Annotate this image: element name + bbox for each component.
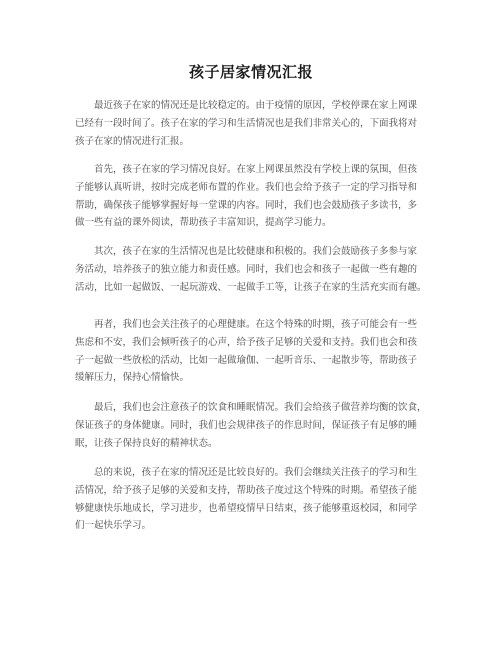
paragraph-line: 活动，比如一起做饭、一起玩游戏、一起做手工等，让孩子在家的生活充实而有趣。 [75,281,427,293]
paragraph-line: 其次，孩子在家的生活情况也是比较健康和积极的。我们会鼓励孩子多参与家 [94,246,418,257]
paragraph-line: 再者，我们也会关注孩子的心理健康。在这个特殊的时期，孩子可能会有一些 [94,319,418,330]
document-title: 孩子居家情况汇报 [188,63,313,81]
paragraph-line: 子一起做一些放松的活动，比如一起做瑜伽、一起听音乐、一起散步等，帮助孩子 [75,354,418,366]
paragraph-line: 们一起快乐学习。 [75,520,152,532]
paragraph-line: 首先，孩子在家的学习情况良好。在家上网课虽然没有学校上课的氛围，但孩 [94,164,418,175]
paragraph-line: 活情况，给予孩子足够的关爱和支持，帮助孩子度过这个特殊的时期。希望孩子能 [75,484,418,496]
paragraph-summary [75,464,435,535]
paragraph-intro [75,97,435,150]
paragraph-diet-sleep [75,399,435,452]
paragraph-line: 最后，我们也会注意孩子的饮食和睡眠情况。我们会给孩子做营养均衡的饮食， [94,402,427,413]
paragraph-line: 做一些有益的课外阅读，帮助孩子丰富知识，提高学习能力。 [75,217,332,229]
paragraph-line: 焦虑和不安，我们会倾听孩子的心声，给予孩子足够的关爱和支持。我们也会和孩 [75,336,418,348]
paragraph-study [75,161,435,232]
paragraph-life [75,243,435,296]
paragraph-line: 够健康快乐地成长，学习进步，也希望疫情早日结束，孩子能够重返校园，和同学 [75,502,418,514]
paragraph-line: 最近孩子在家的情况还是比较稳定的。由于疫情的原因，学校停课在家上网课 [94,100,418,111]
paragraph-line: 缓解压力，保持心情愉快。 [75,372,190,384]
paragraph-line: 眠，让孩子保持良好的精神状态。 [75,437,218,449]
paragraph-line: 孩子在家的情况进行汇报。 [75,135,190,147]
paragraph-line: 已经有一段时间了。孩子在家的学习和生活情况也是我们非常关心的，下面我将对 [75,117,418,129]
paragraph-line: 务活动，培养孩子的独立能力和责任感。同时，我们也会和孩子一起做一些有趣的 [75,263,418,275]
paragraph-mental-health [75,316,435,387]
paragraph-line: 子能够认真听讲，按时完成老师布置的作业。我们也会给予孩子一定的学习指导和 [75,181,418,193]
paragraph-line: 保证孩子的身体健康。同时，我们也会规律孩子的作息时间，保证孩子有足够的睡 [75,419,418,431]
paragraph-line: 帮助，确保孩子能够掌握好每一堂课的内容。同时，我们也会鼓励孩子多读书，多 [75,199,418,211]
paragraph-line: 总的来说，孩子在家的情况还是比较良好的。我们会继续关注孩子的学习和生 [94,467,418,478]
